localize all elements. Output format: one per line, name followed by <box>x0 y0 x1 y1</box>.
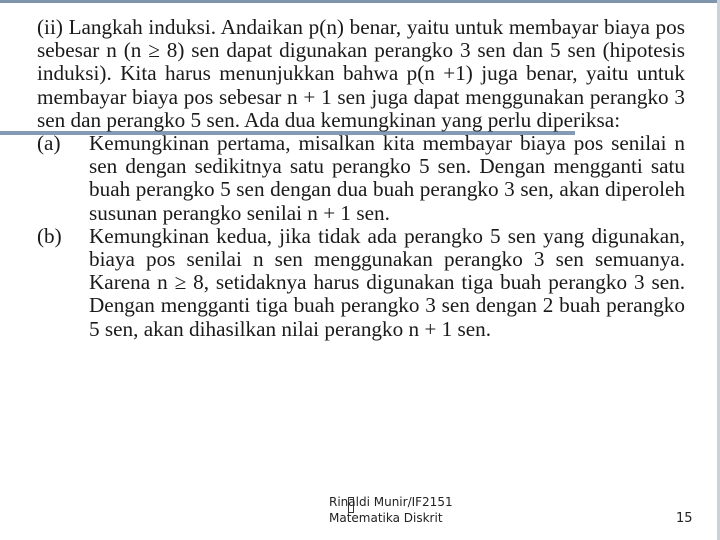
footer-course: Matematika Diskrit <box>329 510 443 525</box>
page-number: 15 <box>676 511 693 526</box>
list-item-b <box>37 225 685 341</box>
footer-credit <box>329 495 489 526</box>
list-item-a <box>37 132 685 225</box>
item-text-a: Kemungkinan pertama, misalkan kita membayar biaya pos senilai n sen dengan sedikitnya satu perangko 5 sen. Dengan mengganti satu buah perangko 5 sen dengan dua buah perangko 3 sen, akan diperoleh susunan perangko senilai n + 1 sen. <box>89 131 685 225</box>
top-rule <box>0 0 720 3</box>
item-text-b: Kemungkinan kedua, jika tidak ada perangko 5 sen yang digunakan, biaya pos senilai n sen menggunakan perangko 3 sen semuanya. Karena n ≥ 8, setidaknya harus digunakan tiga buah perangko 3 sen. Dengan mengganti tiga buah perangko 3 sen dengan 2 buah perangko 5 sen, akan dihasilkan nilai perangko n + 1 sen. <box>89 223 685 341</box>
item-marker-b: (b) <box>37 223 62 248</box>
intro-paragraph: (ii) Langkah induksi. Andaikan p(n) benar, yaitu untuk membayar biaya pos sebesar n (n ≥ 8) sen dapat digunakan perangko 3 sen dan 5 sen (hipotesis induksi). Kita harus menunjukkan bahwa p(n +1) juga benar, yaitu untuk membayar biaya pos sebesar n + 1 sen juga dapat menggunakan perangko 3 sen dan perangko 5 sen. Ada dua kemungkinan yang perlu diperiksa: <box>37 15 685 132</box>
footer-author: Rinaldi Munir/IF2151 <box>329 495 453 509</box>
slide-body <box>37 16 685 341</box>
item-marker-a: (a) <box>37 131 61 156</box>
